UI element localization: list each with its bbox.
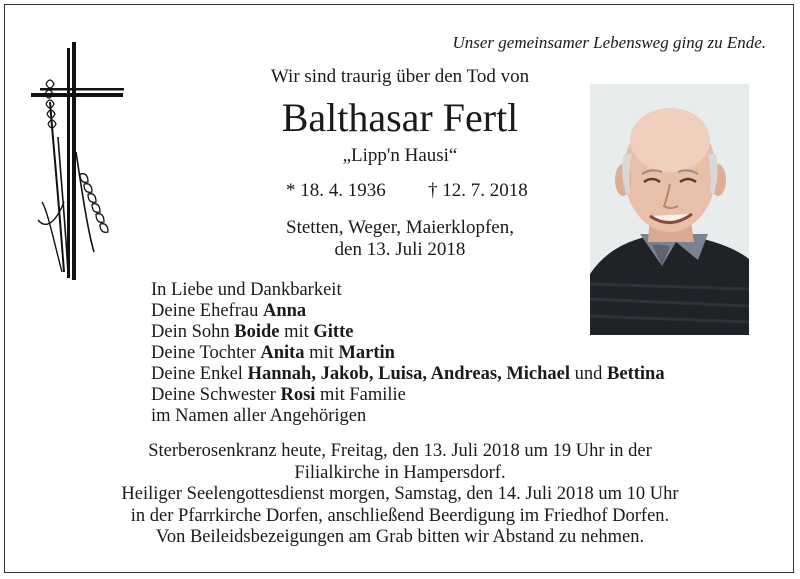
mourner-line xyxy=(151,385,665,406)
date-text: den 13. Juli 2018 xyxy=(334,239,466,260)
service-line: Heiliger Seelengottesdienst morgen, Samstag, den 14. Juli 2018 um 10 Uhr xyxy=(121,484,679,504)
mourner-name: Bettina xyxy=(607,364,665,384)
mourner-text: mit xyxy=(279,322,314,342)
deceased-nickname: „Lipp'n Hausi“ xyxy=(342,145,458,166)
mourner-text: und xyxy=(570,364,608,384)
mourner-text: Deine Enkel xyxy=(151,364,248,384)
mourner-text: Dein Sohn xyxy=(151,322,235,342)
mourner-name: Anita xyxy=(260,343,305,363)
mourners-list xyxy=(151,280,665,427)
service-line: Sterberosenkranz heute, Freitag, den 13. Juli 2018 um 19 Uhr in der xyxy=(148,441,652,461)
mourner-text: Deine Tochter xyxy=(151,343,261,363)
service-line: Filialkirche in Hampersdorf. xyxy=(294,462,506,483)
mourner-name: Hannah, Jakob, Luisa, Andreas, Michael xyxy=(247,364,571,384)
birth-date: * 18. 4. 1936 xyxy=(286,180,386,201)
death-date: † 12. 7. 2018 xyxy=(428,180,528,201)
mourner-line xyxy=(151,322,665,343)
mourner-text: mit Familie xyxy=(315,385,406,405)
mourner-name: Rosi xyxy=(280,385,316,405)
mourner-name: Gitte xyxy=(313,322,354,342)
place-text: Stetten, Weger, Maierklopfen, xyxy=(286,217,514,238)
mourner-line xyxy=(151,301,665,322)
mourner-name: Boide xyxy=(234,322,280,342)
mourner-line xyxy=(151,280,665,301)
mourner-line xyxy=(151,406,665,427)
service-line: Von Beileidsbezeigungen am Grab bitten wir Abstand zu nehmen. xyxy=(155,527,645,547)
mourner-line xyxy=(151,343,665,364)
mourner-text: im Namen aller Angehörigen xyxy=(151,406,367,426)
mourner-text: mit xyxy=(304,343,339,363)
motto-text: Unser gemeinsamer Lebensweg ging zu Ende. xyxy=(452,33,766,52)
mourner-line xyxy=(151,364,665,385)
deceased-name: Balthasar Fertl xyxy=(281,95,519,140)
mourner-name: Anna xyxy=(262,301,307,321)
mourner-text: Deine Schwester xyxy=(151,385,281,405)
service-information xyxy=(0,441,800,549)
mourner-name: Martin xyxy=(338,343,395,363)
mourner-text: Deine Ehefrau xyxy=(151,301,263,321)
intro-text: Wir sind traurig über den Tod von xyxy=(270,66,530,87)
service-line: in der Pfarrkirche Dorfen, anschließend Beerdigung im Friedhof Dorfen. xyxy=(130,505,670,526)
mourner-text: In Liebe und Dankbarkeit xyxy=(151,280,342,300)
